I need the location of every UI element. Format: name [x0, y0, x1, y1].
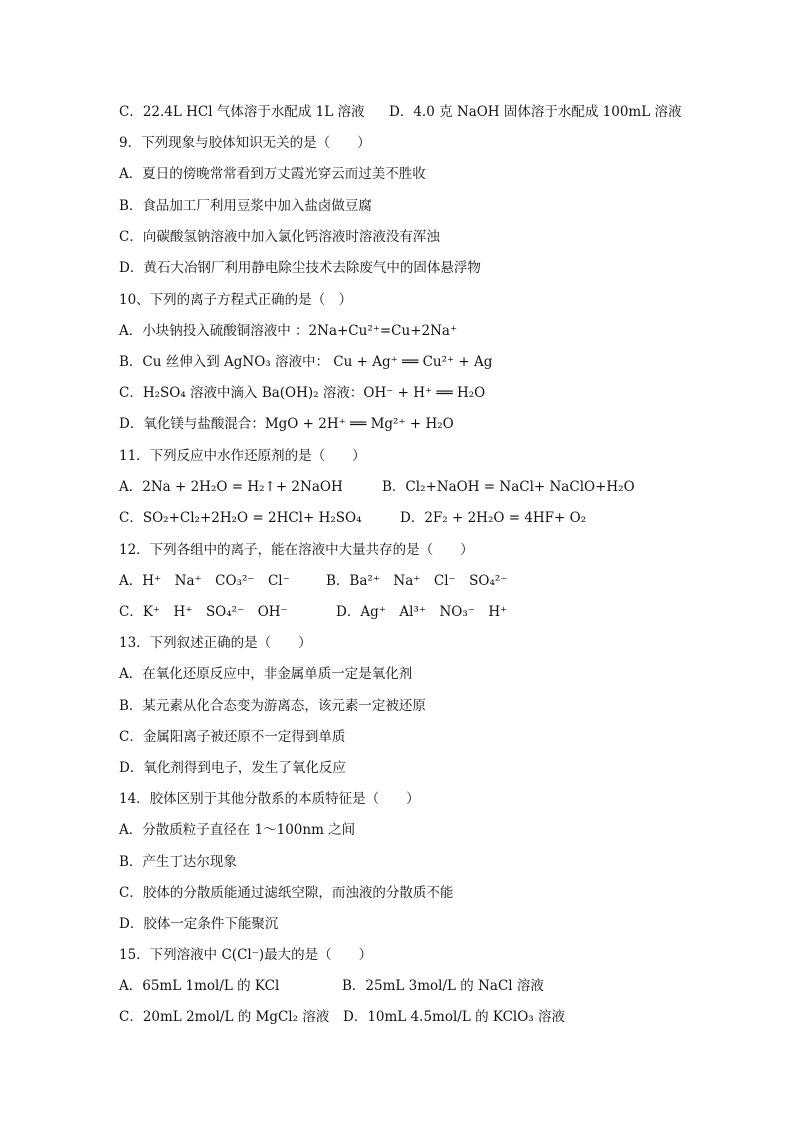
question-12: 12．下列各组中的离子，能在溶液中大量共存的是（ ） [119, 542, 474, 558]
option-c: C．22.4L HCl 气体溶于水配成 1L 溶液 [119, 104, 365, 120]
line-q12-cd [119, 603, 508, 621]
line-q12-ab [119, 572, 508, 590]
option-a: A．2Na + 2H₂O = H₂↑+ 2NaOH [119, 479, 343, 495]
option-a: A．65mL 1mol/L 的 KCl [119, 978, 280, 994]
line-q11-ab [119, 478, 635, 496]
option-d: D．4.0 克 NaOH 固体溶于水配成 100mL 溶液 [389, 104, 682, 120]
option-b: B．Ba²⁺ Na⁺ Cl⁻ SO₄²⁻ [326, 573, 508, 589]
option-b: B．产生丁达尔现象 [119, 854, 237, 870]
question-11: 11．下列反应中水作还原剂的是（ ） [119, 448, 366, 464]
option-d: D．氧化剂得到电子，发生了氧化反应 [119, 760, 346, 776]
option-d: D．2F₂ + 2H₂O = 4HF+ O₂ [400, 510, 587, 526]
option-d: D．黄石大冶钢厂利用静电除尘技术去除废气中的固体悬浮物 [119, 260, 481, 276]
question-10: 10、下列的离子方程式正确的是（ ） [119, 292, 353, 308]
question-15: 15．下列溶液中 C(Cl⁻)最大的是（ ） [119, 947, 373, 963]
question-13: 13．下列叙述正确的是（ ） [119, 635, 312, 651]
option-c: C．金属阳离子被还原不一定得到单质 [119, 729, 346, 745]
line-q11-cd [119, 509, 587, 527]
question-14: 14．胶体区别于其他分散系的本质特征是（ ） [119, 791, 420, 807]
option-a: A．小块钠投入硫酸铜溶液中 ：2Na+Cu²⁺=Cu+2Na⁺ [119, 323, 458, 339]
option-a: A．分散质粒子直径在 1～100nm 之间 [119, 822, 356, 838]
option-c: C．SO₂+Cl₂+2H₂O = 2HCl+ H₂SO₄ [119, 510, 362, 526]
option-a: A．H⁺ Na⁺ CO₃²⁻ Cl⁻ [119, 573, 290, 589]
option-a: A．在氧化还原反应中，非金属单质一定是氧化剂 [119, 666, 413, 682]
option-a: A．夏日的傍晚常常看到万丈霞光穿云而过美不胜收 [119, 166, 426, 182]
option-c: C．胶体的分散质能通过滤纸空隙，而浊液的分散质不能 [119, 885, 454, 901]
option-b: B．Cl₂+NaOH = NaCl+ NaClO+H₂O [382, 479, 635, 495]
line-q8-options [119, 103, 682, 121]
option-d: D．胶体一定条件下能聚沉 [119, 916, 279, 932]
option-d: D．氧化镁与盐酸混合：MgO + 2H⁺ ══ Mg²⁺ + H₂O [119, 416, 454, 432]
question-9: 9．下列现象与胶体知识无关的是（ ） [119, 135, 371, 151]
option-b: B．Cu 丝伸入到 AgNO₃ 溶液中： Cu + Ag⁺ ══ Cu²⁺ + Ag [119, 354, 493, 370]
option-b: B．25mL 3mol/L 的 NaCl 溶液 [342, 978, 544, 994]
line-q15-ab [119, 977, 544, 995]
option-c: C．20mL 2mol/L 的 MgCl₂ 溶液 [119, 1009, 330, 1025]
option-c: C．K⁺ H⁺ SO₄²⁻ OH⁻ [119, 604, 288, 620]
option-d: D．Ag⁺ Al³⁺ NO₃⁻ H⁺ [336, 604, 508, 620]
option-b: B．某元素从化合态变为游离态，该元素一定被还原 [119, 698, 426, 714]
option-c: C．向碳酸氢钠溶液中加入氯化钙溶液时溶液没有浑浊 [119, 229, 440, 245]
option-c: C．H₂SO₄ 溶液中滴入 Ba(OH)₂ 溶液：OH⁻ + H⁺ ══ H₂O [119, 385, 486, 401]
line-q15-cd [119, 1008, 566, 1026]
option-d: D．10mL 4.5mol/L 的 KClO₃ 溶液 [343, 1009, 566, 1025]
option-b: B．食品加工厂利用豆浆中加入盐卤做豆腐 [119, 198, 372, 214]
